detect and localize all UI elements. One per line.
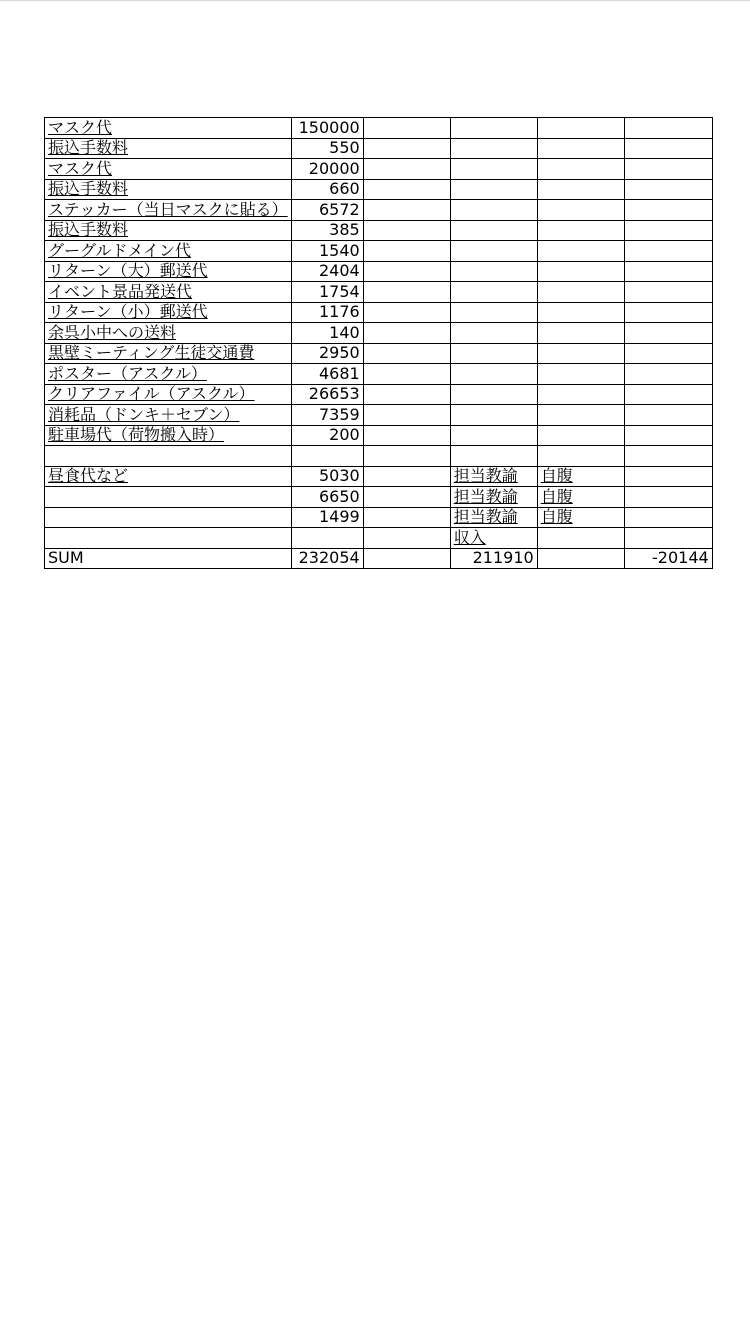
table-row <box>45 118 713 139</box>
item-label: 振込手数料 <box>45 179 292 200</box>
note-cell <box>537 323 624 344</box>
note-cell <box>450 343 537 364</box>
note-cell <box>537 200 624 221</box>
sum-label: SUM <box>45 548 292 569</box>
item-label <box>45 487 292 508</box>
note-cell <box>537 261 624 282</box>
item-amount: 550 <box>291 138 363 159</box>
item-label: マスク代 <box>45 159 292 180</box>
item-label: ステッカー（当日マスクに貼る） <box>45 200 292 221</box>
empty-cell <box>363 446 450 467</box>
empty-cell <box>624 241 712 262</box>
note-cell <box>537 138 624 159</box>
item-amount <box>291 446 363 467</box>
empty-cell <box>624 118 712 139</box>
item-label: ポスター（アスクル） <box>45 364 292 385</box>
note-cell <box>537 405 624 426</box>
note-cell <box>450 241 537 262</box>
table-row <box>45 323 713 344</box>
item-label: クリアファイル（アスクル） <box>45 384 292 405</box>
empty-cell <box>624 405 712 426</box>
item-label: 駐車場代（荷物搬入時） <box>45 425 292 446</box>
note-cell: 自腹 <box>537 466 624 487</box>
note-cell: 自腹 <box>537 507 624 528</box>
empty-cell <box>624 425 712 446</box>
empty-cell <box>624 200 712 221</box>
empty-cell <box>363 159 450 180</box>
note-cell <box>537 118 624 139</box>
item-label: マスク代 <box>45 118 292 139</box>
empty-cell <box>624 384 712 405</box>
note-cell <box>450 446 537 467</box>
empty-cell <box>363 364 450 385</box>
item-amount: 26653 <box>291 384 363 405</box>
item-label <box>45 446 292 467</box>
empty-cell <box>624 487 712 508</box>
note-cell <box>537 446 624 467</box>
item-amount: 1540 <box>291 241 363 262</box>
empty-cell <box>363 487 450 508</box>
note-cell <box>537 364 624 385</box>
empty-cell <box>624 179 712 200</box>
item-amount: 6650 <box>291 487 363 508</box>
item-label: 昼食代など <box>45 466 292 487</box>
note-cell <box>537 282 624 303</box>
table-row <box>45 179 713 200</box>
note-cell <box>450 220 537 241</box>
empty-cell <box>363 282 450 303</box>
note-cell: 担当教諭 <box>450 466 537 487</box>
empty-cell <box>624 446 712 467</box>
note-cell <box>450 282 537 303</box>
expense-table <box>44 117 713 569</box>
item-label: 余呉小中への送料 <box>45 323 292 344</box>
empty-cell <box>363 179 450 200</box>
empty-cell <box>363 220 450 241</box>
empty-cell <box>363 138 450 159</box>
empty-cell <box>624 343 712 364</box>
item-label: 振込手数料 <box>45 220 292 241</box>
item-amount <box>291 528 363 549</box>
table-row <box>45 487 713 508</box>
table-row <box>45 446 713 467</box>
item-amount: 2404 <box>291 261 363 282</box>
note-cell <box>450 364 537 385</box>
empty-cell <box>624 364 712 385</box>
top-edge-line <box>0 0 750 1</box>
item-amount: 385 <box>291 220 363 241</box>
note-cell <box>537 179 624 200</box>
table-row <box>45 364 713 385</box>
note-cell <box>450 405 537 426</box>
note-cell <box>450 179 537 200</box>
item-label: リターン（小）郵送代 <box>45 302 292 323</box>
item-amount: 6572 <box>291 200 363 221</box>
note-cell <box>537 425 624 446</box>
sum-empty-cell <box>537 548 624 569</box>
empty-cell <box>624 466 712 487</box>
sum-empty-cell <box>363 548 450 569</box>
note-cell <box>450 261 537 282</box>
item-label: 振込手数料 <box>45 138 292 159</box>
expense-table-body <box>45 118 713 569</box>
empty-cell <box>624 528 712 549</box>
empty-cell <box>363 241 450 262</box>
note-cell <box>450 138 537 159</box>
item-amount: 150000 <box>291 118 363 139</box>
item-amount: 1176 <box>291 302 363 323</box>
note-cell: 収入 <box>450 528 537 549</box>
empty-cell <box>363 405 450 426</box>
table-row <box>45 200 713 221</box>
empty-cell <box>624 507 712 528</box>
item-label: 消耗品（ドンキ＋セブン） <box>45 405 292 426</box>
item-label: イベント景品発送代 <box>45 282 292 303</box>
note-cell <box>450 200 537 221</box>
item-amount: 140 <box>291 323 363 344</box>
table-row <box>45 384 713 405</box>
item-amount: 4681 <box>291 364 363 385</box>
note-cell <box>537 528 624 549</box>
note-cell <box>537 159 624 180</box>
sum-income: 211910 <box>450 548 537 569</box>
item-amount: 200 <box>291 425 363 446</box>
table-row <box>45 343 713 364</box>
table-row <box>45 138 713 159</box>
item-label: リターン（大）郵送代 <box>45 261 292 282</box>
item-amount: 7359 <box>291 405 363 426</box>
table-row <box>45 425 713 446</box>
empty-cell <box>363 507 450 528</box>
item-amount: 2950 <box>291 343 363 364</box>
item-amount: 1499 <box>291 507 363 528</box>
sum-row <box>45 548 713 569</box>
table-row <box>45 282 713 303</box>
note-cell <box>537 343 624 364</box>
table-row <box>45 466 713 487</box>
empty-cell <box>624 282 712 303</box>
empty-cell <box>363 261 450 282</box>
note-cell <box>450 323 537 344</box>
table-row <box>45 302 713 323</box>
empty-cell <box>363 200 450 221</box>
item-amount: 660 <box>291 179 363 200</box>
note-cell <box>537 241 624 262</box>
note-cell <box>537 220 624 241</box>
item-label: グーグルドメイン代 <box>45 241 292 262</box>
empty-cell <box>363 425 450 446</box>
empty-cell <box>363 118 450 139</box>
note-cell: 担当教諭 <box>450 487 537 508</box>
table-row <box>45 261 713 282</box>
note-cell <box>450 302 537 323</box>
empty-cell <box>363 466 450 487</box>
note-cell <box>450 384 537 405</box>
empty-cell <box>363 528 450 549</box>
table-row <box>45 241 713 262</box>
table-row <box>45 159 713 180</box>
table-row <box>45 220 713 241</box>
empty-cell <box>363 343 450 364</box>
note-cell <box>537 302 624 323</box>
empty-cell <box>363 384 450 405</box>
table-row <box>45 507 713 528</box>
empty-cell <box>624 261 712 282</box>
sum-balance: -20144 <box>624 548 712 569</box>
item-amount: 5030 <box>291 466 363 487</box>
note-cell <box>450 159 537 180</box>
empty-cell <box>624 323 712 344</box>
note-cell <box>450 425 537 446</box>
item-amount: 20000 <box>291 159 363 180</box>
item-amount: 1754 <box>291 282 363 303</box>
item-label: 黒壁ミーティング生徒交通費 <box>45 343 292 364</box>
table-row <box>45 528 713 549</box>
note-cell <box>537 384 624 405</box>
note-cell <box>450 118 537 139</box>
table-row <box>45 405 713 426</box>
note-cell: 自腹 <box>537 487 624 508</box>
empty-cell <box>363 302 450 323</box>
empty-cell <box>624 138 712 159</box>
sum-amount: 232054 <box>291 548 363 569</box>
empty-cell <box>624 159 712 180</box>
empty-cell <box>624 302 712 323</box>
item-label <box>45 507 292 528</box>
empty-cell <box>363 323 450 344</box>
note-cell: 担当教諭 <box>450 507 537 528</box>
item-label <box>45 528 292 549</box>
empty-cell <box>624 220 712 241</box>
